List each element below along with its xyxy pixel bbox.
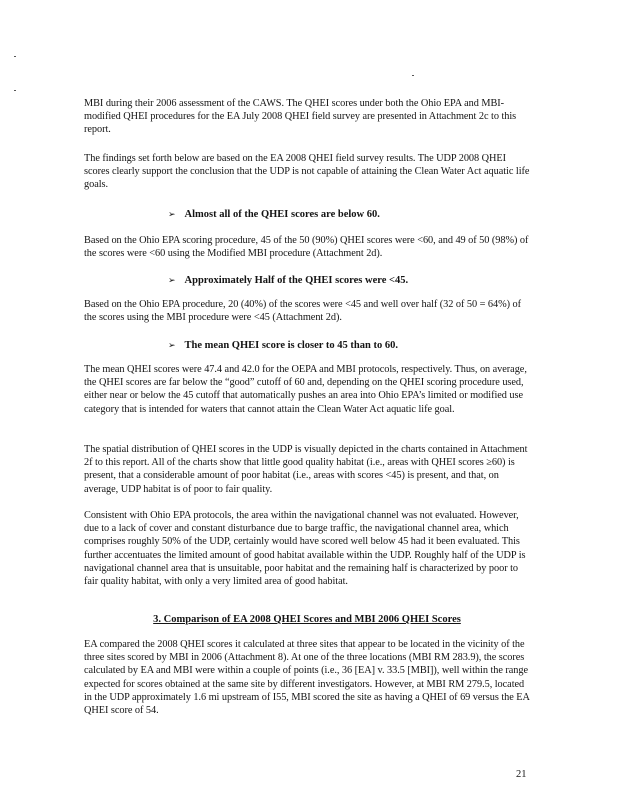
bullet-text: Approximately Half of the QHEI scores were <45. (184, 275, 409, 286)
bullet-finding-3 (84, 339, 530, 353)
bullet-text: Almost all of the QHEI scores are below 60. (184, 209, 380, 220)
paragraph (84, 509, 530, 588)
paragraph-text: MBI during their 2006 assessment of the CAWS. The QHEI scores under both the Ohio EPA and MBI-modified QHEI procedures for the EA July 2008 QHEI field survey are presented in Attachment 2c to this report. (84, 98, 517, 136)
paragraph-text: The spatial distribution of QHEI scores in the UDP is visually depicted in the charts contained in Attachment 2f to this report. All of the charts show that little good quality habitat (i.e., areas with QHEI scores ≥60) is present, that a considerable amount of poor habitat (i.e., areas with scores <45) is present, and that, on average, UDP habitat is of poor to fair quality. (84, 444, 528, 495)
paragraph-text: The mean QHEI scores were 47.4 and 42.0 for the OEPA and MBI protocols, respectively. Thus, on average, the QHEI scores are far below the “good” cutoff of 60 and, depending on the QHEI scoring procedure used, either near or below the 45 cutoff that automatically pushes an area into Ohio EPA’s limited or modified use category that is intended for waters that cannot attain the Clean Water Act aquatic life goal. (84, 364, 527, 415)
paragraph-text: Based on the Ohio EPA procedure, 20 (40%) of the scores were <45 and well over half (32 of 50 = 64%) of the scores using the MBI procedure were <45 (Attachment 2d). (84, 299, 522, 324)
page-number: 21 (516, 769, 527, 780)
paragraph-text: Consistent with Ohio EPA protocols, the area within the navigational channel was not evaluated. However, due to a lack of cover and constant disturbance due to barge traffic, the navigational channel area, which comprises roughly 50% of the UDP, certainly would have scored well below 45 had it been evaluated. This further accentuates the limited amount of good habitat available within the UDP. Roughly half of the UDP is navigational channel area that is unsuitable, poor habitat and the remaining half is characterized by poor to fair quality habitat, with only a very limited area of good habitat. (84, 510, 526, 588)
bullet-text: The mean QHEI score is closer to 45 than to 60. (184, 340, 398, 351)
paragraph (84, 298, 530, 324)
scan-mark (14, 90, 16, 91)
arrow-bullet-icon: ➢ (168, 276, 176, 286)
paragraph-text: EA compared the 2008 QHEI scores it calculated at three sites that appear to be located in the vicinity of the three sites scored by MBI in 2006 (Attachment 8). At one of the three locations (MBI RM 283.9), the scores calculated by EA and MBI were within a couple of points (i.e., 36 [EA] v. 33.5 [MBI]), well within the range expected for scores obtained at the same site by different investigators. However, at MBI RM 279.5, located in the UDP approximately 1.6 mi upstream of I55, MBI scored the site as having a QHEI of 69 versus the EA QHEI score of 54. (84, 639, 530, 717)
paragraph (84, 97, 530, 137)
bullet-finding-1 (84, 208, 530, 222)
paragraph (84, 443, 530, 496)
scan-mark (412, 75, 414, 76)
paragraph-text: Based on the Ohio EPA scoring procedure, 45 of the 50 (90%) QHEI scores were <60, and 49 of 50 (98%) of the scores were <60 using the Modified MBI procedure (Attachment 2d). (84, 235, 529, 260)
paragraph (84, 638, 530, 717)
paragraph (84, 152, 530, 192)
arrow-bullet-icon: ➢ (168, 341, 176, 351)
scan-mark (14, 56, 16, 57)
paragraph-text: The findings set forth below are based on the EA 2008 QHEI field survey results. The UDP 2008 QHEI scores clearly support the conclusion that the UDP is not capable of attaining the Clean Water Act aquatic life goals. (84, 153, 530, 191)
paragraph (84, 363, 530, 416)
bullet-finding-2 (84, 274, 530, 288)
section-heading: 3. Comparison of EA 2008 QHEI Scores and MBI 2006 QHEI Scores (153, 614, 461, 625)
arrow-bullet-icon: ➢ (168, 210, 176, 220)
paragraph (84, 234, 530, 260)
